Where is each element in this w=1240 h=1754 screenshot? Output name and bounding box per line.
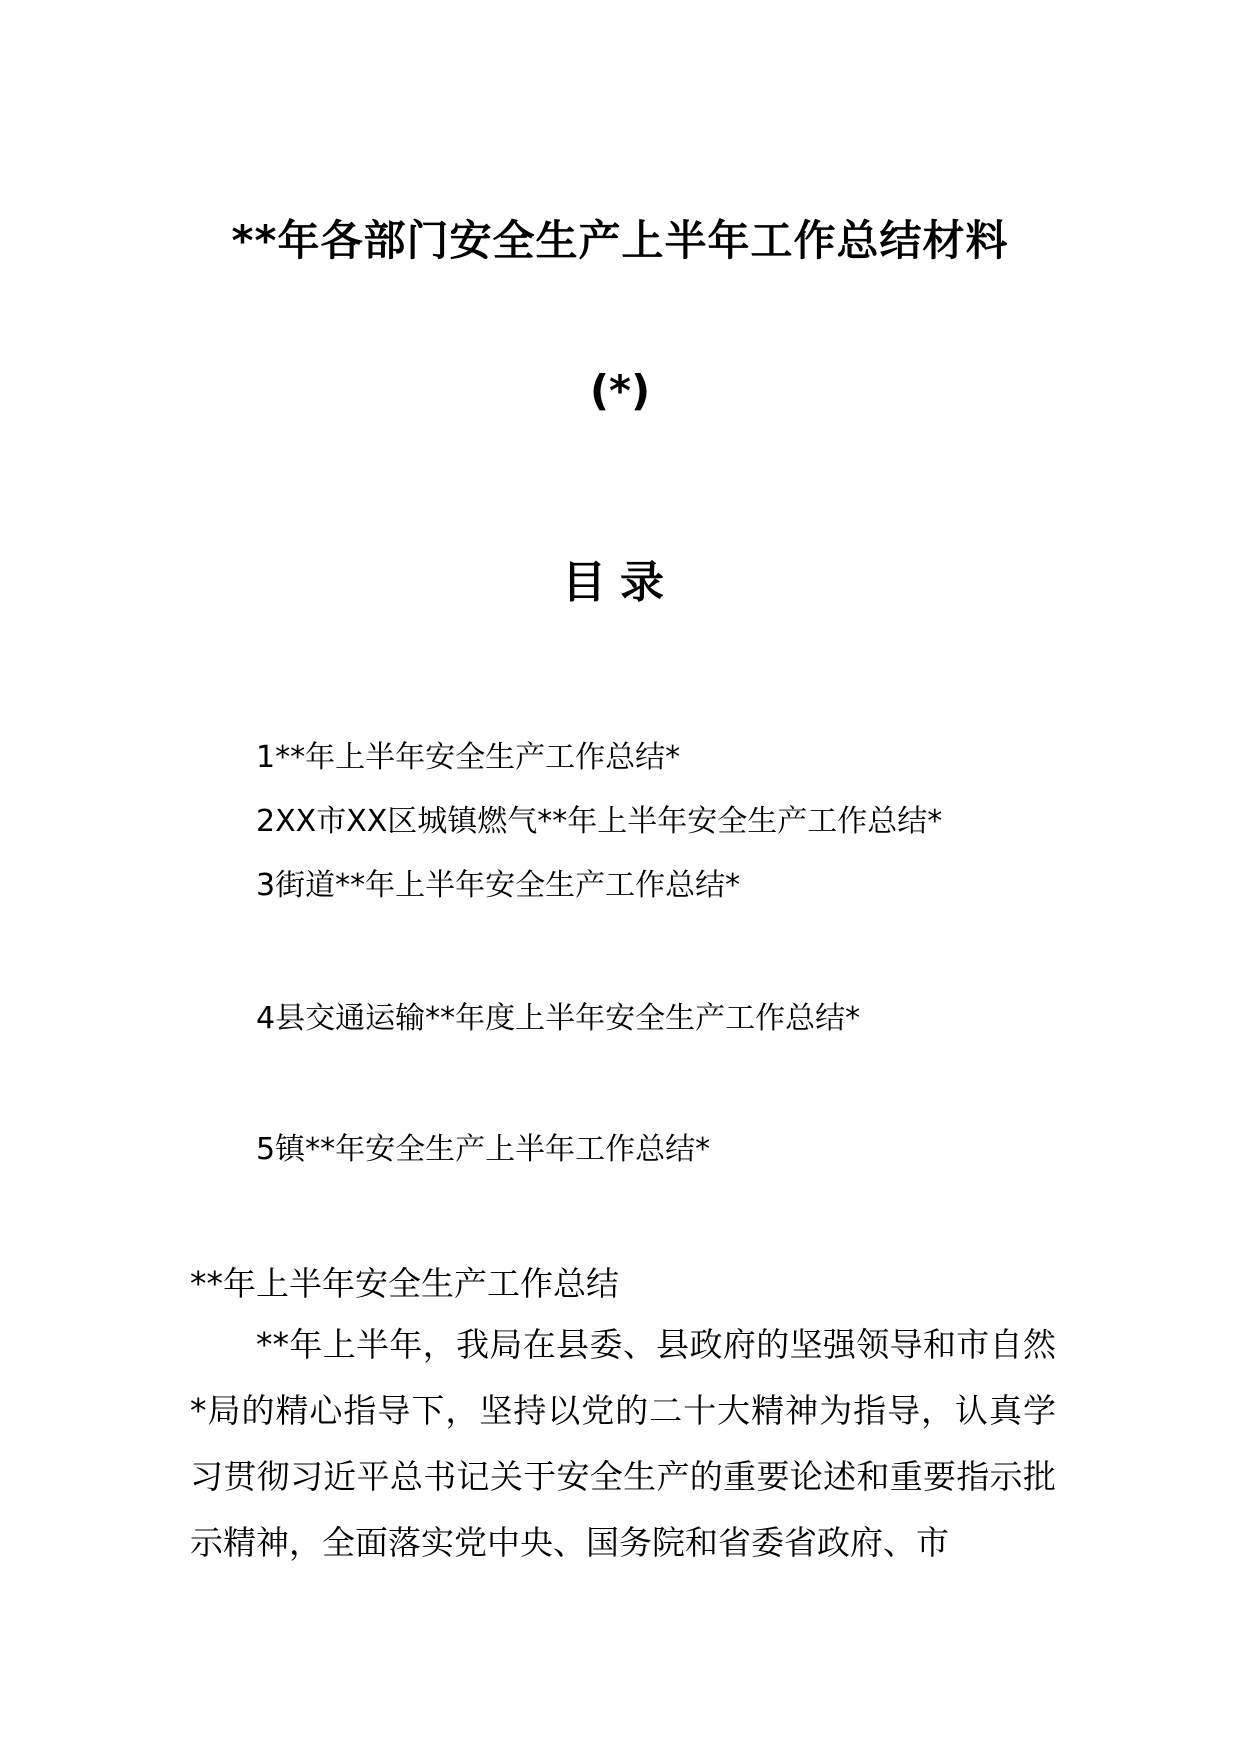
section-title: **年上半年安全生产工作总结 <box>190 1264 619 1303</box>
toc-heading: 目录 <box>562 557 678 608</box>
toc-item: 3街道**年上半年安全生产工作总结* <box>256 868 741 903</box>
toc-item: 4县交通运输**年度上半年安全生产工作总结* <box>256 1001 861 1036</box>
toc-item: 1**年上半年安全生产工作总结* <box>256 740 681 775</box>
toc-item: 2XX市XX区城镇燃气**年上半年安全生产工作总结* <box>256 804 943 839</box>
document-title: **年各部门安全生产上半年工作总结材料 <box>231 216 1009 265</box>
document-subtitle: (*) <box>589 366 651 415</box>
body-paragraph: **年上半年，我局在县委、县政府的坚强领导和市自然*局的精心指导下，坚持以党的二十大精神为指导，认真学习贯彻习近平总书记关于安全生产的重要论述和重要指示批示精神，全面落实党中央、国务院和省委省政府、市 <box>190 1325 1056 1562</box>
toc-item: 5镇**年安全生产上半年工作总结* <box>256 1132 711 1167</box>
